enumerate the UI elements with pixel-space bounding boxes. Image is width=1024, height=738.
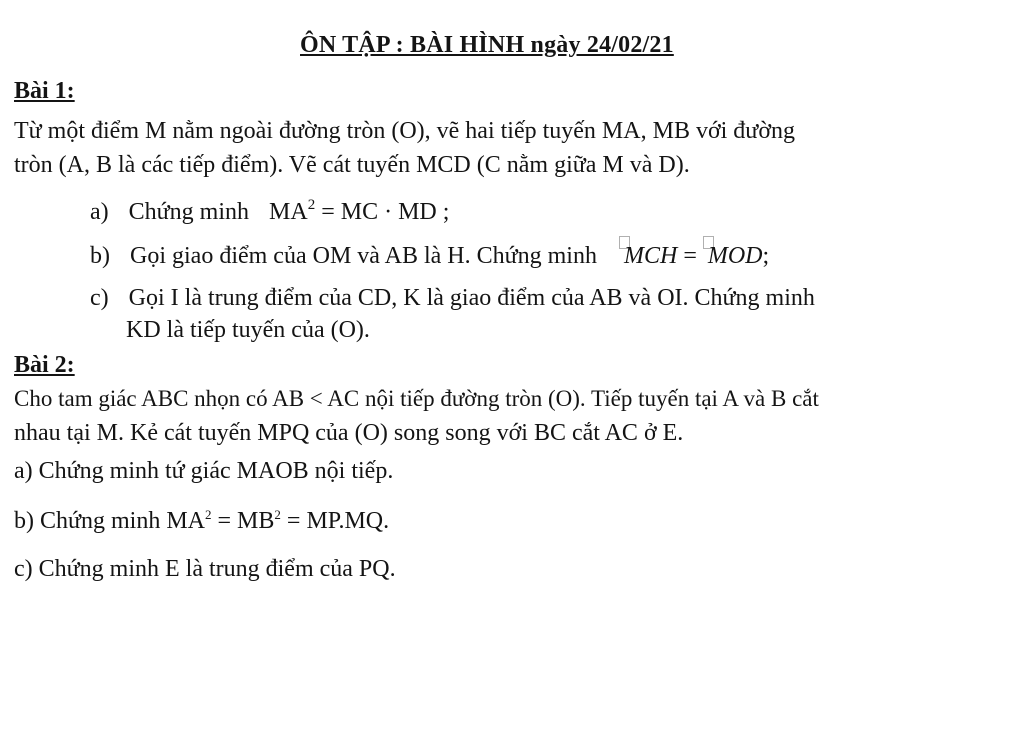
bai2-b-prefix: b) Chứng minh MA (14, 508, 206, 534)
bai1-part-c (90, 283, 815, 313)
bai1-c-label: c) (90, 285, 109, 311)
bai2-part-b (14, 506, 389, 536)
bai1-part-a (90, 197, 449, 227)
bai1-b-equals: = (677, 243, 703, 269)
bai1-a-math-rest: = MC · MD (315, 199, 437, 225)
bai1-b-end: ; (762, 243, 770, 269)
bai1-intro-line1: Từ một điểm M nằm ngoài đường tròn (O), vẽ hai tiếp tuyến MA, MB với đường (14, 118, 796, 144)
bai1-a-math-base: MA (269, 199, 308, 225)
bai2-part-c: c) Chứng minh E là trung điểm của PQ. (14, 556, 396, 582)
bai2-b-end: = MP.MQ. (280, 508, 390, 534)
bai2-heading: Bài 2: (14, 352, 75, 378)
bai1-a-formula (269, 199, 449, 225)
bai1-b-label: b) (90, 243, 110, 269)
bai2-b-sup1: 2 (205, 507, 212, 522)
bai1-b-angle2: MOD (707, 243, 763, 269)
bai1-b-angle1: MCH (623, 243, 678, 269)
bai1-part-b (90, 236, 769, 271)
bai1-a-end: ; (436, 199, 450, 225)
bai2-b-mid: = MB (211, 508, 275, 534)
bai1-a-math-sup: 2 (307, 197, 316, 213)
bai1-b-text: Gọi giao điểm của OM và AB là H. Chứng minh (130, 243, 597, 269)
bai1-c-line1: Gọi I là trung điểm của CD, K là giao điểm của AB và OI. Chứng minh (128, 285, 815, 311)
bai1-intro-line2: tròn (A, B là các tiếp điểm). Vẽ cát tuyến MCD (C nằm giữa M và D). (14, 152, 690, 178)
bai2-intro-line1: Cho tam giác ABC nhọn có AB < AC nội tiếp đường tròn (O). Tiếp tuyến tại A và B cắt (14, 386, 819, 411)
bai2-part-a: a) Chứng minh tứ giác MAOB nội tiếp. (14, 458, 394, 484)
bai1-c-line2: KD là tiếp tuyến của (O). (126, 317, 370, 343)
bai1-a-label: a) (90, 199, 109, 225)
document-title: ÔN TẬP : BÀI HÌNH ngày 24/02/21 (300, 32, 674, 58)
bai2-intro-line2: nhau tại M. Kẻ cát tuyến MPQ của (O) song song với BC cắt AC ở E. (14, 420, 684, 446)
bai1-heading: Bài 1: (14, 78, 75, 104)
bai1-a-text: Chứng minh (128, 199, 250, 225)
bai2-b-sup2: 2 (274, 507, 281, 522)
